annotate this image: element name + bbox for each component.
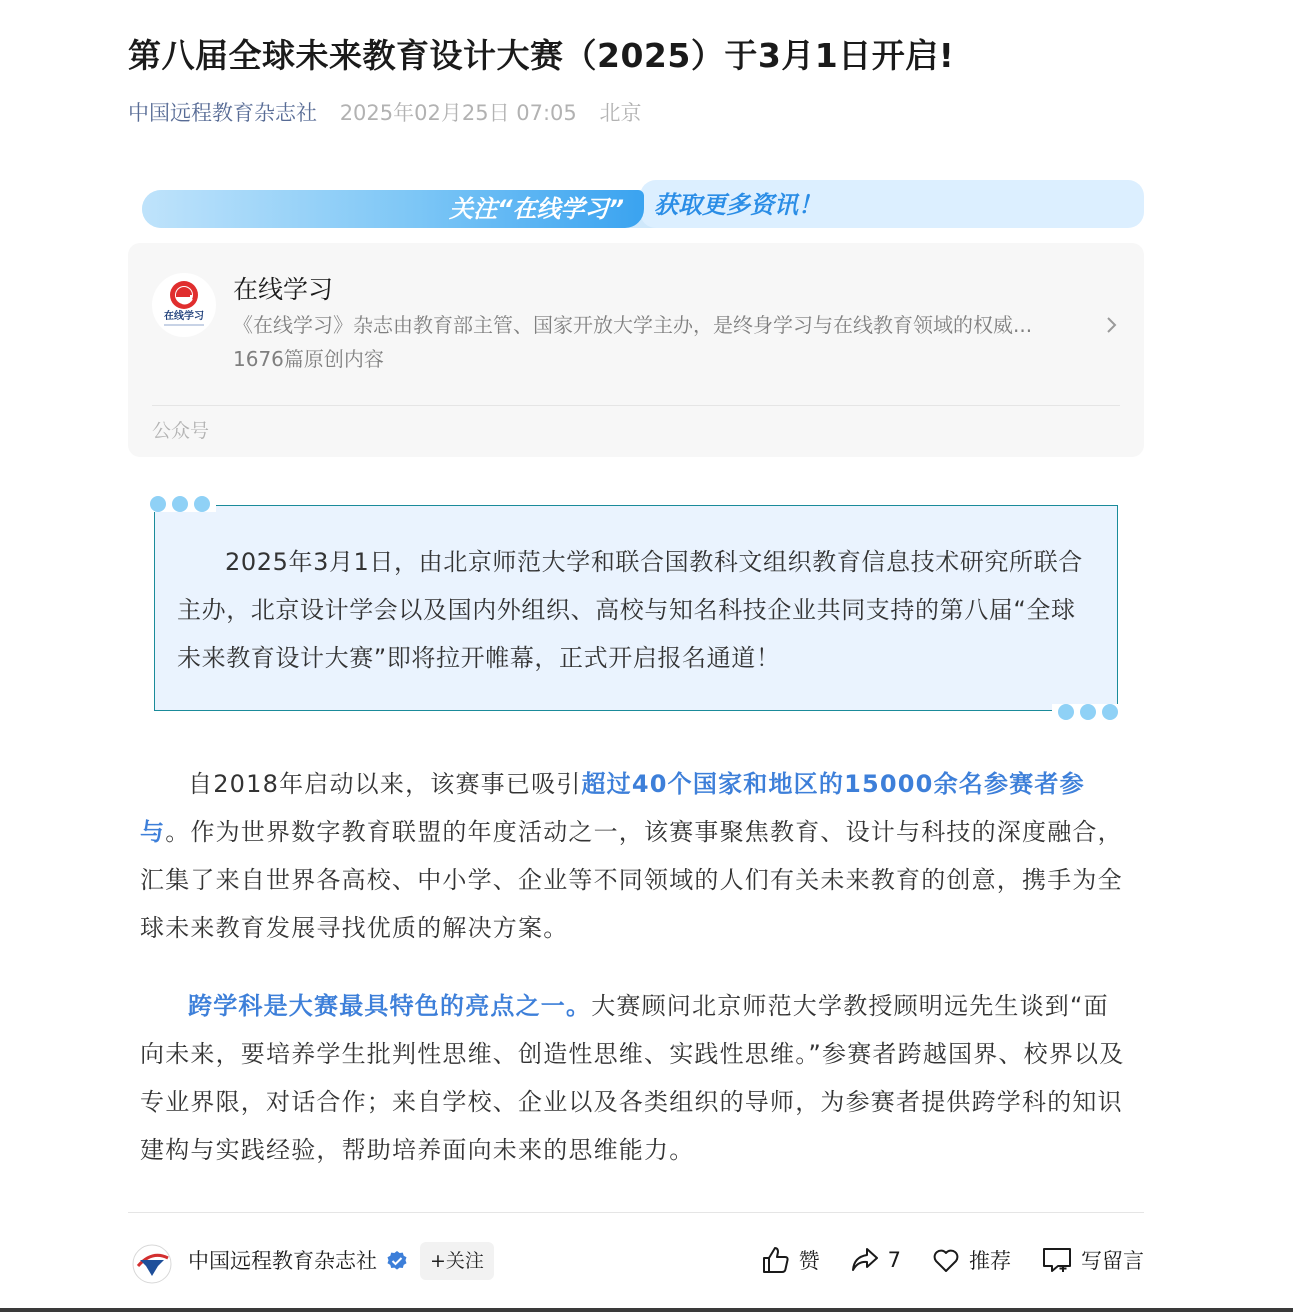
chevron-right-icon[interactable] [1104, 313, 1120, 337]
banner-left-text: 关注“在线学习” [449, 195, 624, 223]
logo-text: 在线学习 [164, 311, 204, 322]
paragraph-highlight: 超过40个国家和地区的15000余名参赛者参与 [140, 770, 1085, 846]
paragraph-text: 。作为世界数字教育联盟的年度活动之一，该赛事聚焦教育、设计与科技的深度融合，汇集了来自世界各高校、中小学、企业等不同领域的人们有关未来教育的创意，携手为全球未来教育发展寻找优质的解决方案。 [140, 818, 1123, 942]
author-avatar[interactable] [130, 1242, 174, 1286]
heart-icon [931, 1245, 961, 1275]
account-article-count: 1676篇原创内容 [233, 347, 384, 371]
banner-right-text: 获取更多资讯！ [654, 191, 822, 219]
account-name: 在线学习 [233, 275, 334, 304]
recommend-button[interactable] [931, 1245, 1011, 1275]
comment-button[interactable] [1041, 1245, 1144, 1275]
banner-right-pill [640, 180, 1144, 228]
logo-icon [152, 273, 216, 337]
dots-decoration [1052, 704, 1124, 720]
body-paragraph [140, 982, 1132, 1174]
share-icon [850, 1245, 880, 1275]
paragraph-text: 自2018年启动以来，该赛事已吸引 [188, 770, 582, 798]
card-divider [152, 405, 1120, 406]
body-paragraph [140, 760, 1132, 952]
thumbs-up-icon [761, 1245, 791, 1275]
like-button[interactable] [761, 1245, 820, 1275]
account-avatar [152, 273, 216, 337]
share-count: 7 [887, 1248, 901, 1272]
author-link[interactable]: 中国远程教育杂志社 [128, 101, 317, 125]
publish-location: 北京 [599, 101, 642, 125]
account-description: 《在线学习》杂志由教育部主管、国家开放大学主办，是终身学习与在线教育领域的权威... [233, 313, 1033, 337]
like-label: 赞 [798, 1249, 820, 1273]
bottom-divider [128, 1212, 1144, 1213]
author-name[interactable]: 中国远程教育杂志社 [188, 1249, 377, 1273]
comment-label: 写留言 [1081, 1249, 1144, 1273]
account-type: 公众号 [152, 420, 210, 442]
verified-icon [386, 1250, 408, 1272]
paragraph-text: 大赛顾问北京师范大学教授顾明远先生谈到“面向未来，要培养学生批判性思维、创造性思维、实践性思维。”参赛者跨越国界、校界以及专业界限，对话合作；来自学校、企业以及各类组织的导师，为参赛者提供跨学科的知识建构与实践经验，帮助培养面向未来的思维能力。 [140, 992, 1125, 1164]
dots-decoration [144, 496, 216, 512]
intro-quote-box [154, 505, 1118, 711]
action-bar [731, 1240, 1144, 1280]
logo-icon [130, 1242, 174, 1286]
follow-banner [142, 180, 1144, 228]
recommend-label: 推荐 [969, 1249, 1011, 1273]
article-title: 第八届全球未来教育设计大赛（2025）于3月1日开启! [128, 36, 955, 75]
window-bottom-edge [0, 1308, 1293, 1312]
publish-date: 2025年02月25日 07:05 [339, 101, 577, 125]
intro-quote-text: 2025年3月1日，由北京师范大学和联合国教科文组织教育信息技术研究所联合主办，北京设计学会以及国内外组织、高校与知名科技企业共同支持的第八届“全球未来教育设计大赛”即将拉开帷幕，正式开启报名通道！ [177, 548, 1083, 672]
share-button[interactable] [850, 1245, 901, 1275]
banner-left-pill [142, 190, 644, 228]
paragraph-highlight: 跨学科是大赛最具特色的亮点之一。 [188, 992, 592, 1020]
account-card[interactable] [128, 243, 1144, 457]
bottom-bar [128, 1238, 1144, 1282]
comment-icon [1041, 1245, 1073, 1275]
follow-button[interactable]: +关注 [420, 1242, 494, 1280]
article-meta [128, 98, 641, 128]
